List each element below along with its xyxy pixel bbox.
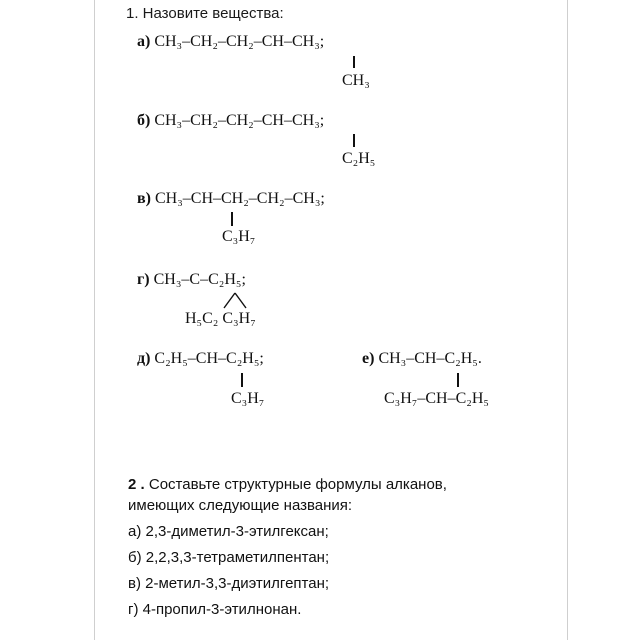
- formula-v-branch: C₃H₇: [222, 228, 256, 245]
- formula-g-main: CH₃–C–C₂H₅;: [153, 271, 246, 288]
- formula-d-main: C₂H₅–CH–C₂H₅;: [154, 350, 264, 367]
- formula-g-branch: H₅C₂ C₃H₇: [185, 310, 256, 327]
- formula-b-label: б): [137, 112, 151, 129]
- formula-a-label: а): [137, 33, 151, 50]
- bond-d: [241, 373, 243, 387]
- formula-d: [137, 350, 264, 368]
- bond-b: [353, 134, 355, 147]
- task2-item-a: а) 2,3-диметил-3-этилгексан;: [128, 523, 329, 540]
- formula-e-main: CH₃–CH–C₂H₅.: [378, 350, 482, 367]
- task2-item-g: г) 4-пропил-3-этилнонан.: [128, 601, 302, 618]
- bond-v: [231, 212, 233, 226]
- task2-number: 2 .: [128, 476, 145, 493]
- bond-a: [353, 56, 355, 68]
- formula-g: [137, 271, 246, 289]
- formula-a-main: CH₃–CH₂–CH₂–CH–CH₃;: [154, 33, 325, 50]
- page-border-right: [567, 0, 568, 640]
- formula-e-branch: C₃H₇–CH–C₂H₅: [384, 390, 489, 407]
- formula-a-branch: CH₃: [342, 72, 370, 89]
- task2-item-v: в) 2-метил-3,3-диэтилгептан;: [128, 575, 330, 592]
- formula-v-label: в): [137, 190, 151, 207]
- page-border-left: [94, 0, 95, 640]
- task2-heading-line1: [128, 476, 447, 493]
- formula-v: [137, 190, 325, 208]
- formula-b-main: CH₃–CH₂–CH₂–CH–CH₃;: [154, 112, 325, 129]
- task1-title: 1. Назовите вещества:: [126, 5, 284, 22]
- formula-v-main: CH₃–CH–CH₂–CH₂–CH₃;: [154, 190, 325, 207]
- bond-g-fork: [220, 292, 250, 310]
- formula-g-label: г): [137, 271, 150, 288]
- task2-item-b: б) 2,2,3,3-тетраметилпентан;: [128, 549, 330, 566]
- formula-a: [137, 33, 324, 51]
- formula-b: [137, 112, 324, 130]
- formula-b-branch: C₂H₅: [342, 150, 376, 167]
- bond-e: [457, 373, 459, 387]
- formula-d-label: д): [137, 350, 151, 367]
- formula-d-branch: C₃H₇: [231, 390, 265, 407]
- task2-line2: имеющих следующие названия:: [128, 497, 353, 514]
- task2-line1: Составьте структурные формулы алканов,: [148, 476, 447, 493]
- formula-e: [362, 350, 482, 368]
- formula-e-label: е): [362, 350, 375, 367]
